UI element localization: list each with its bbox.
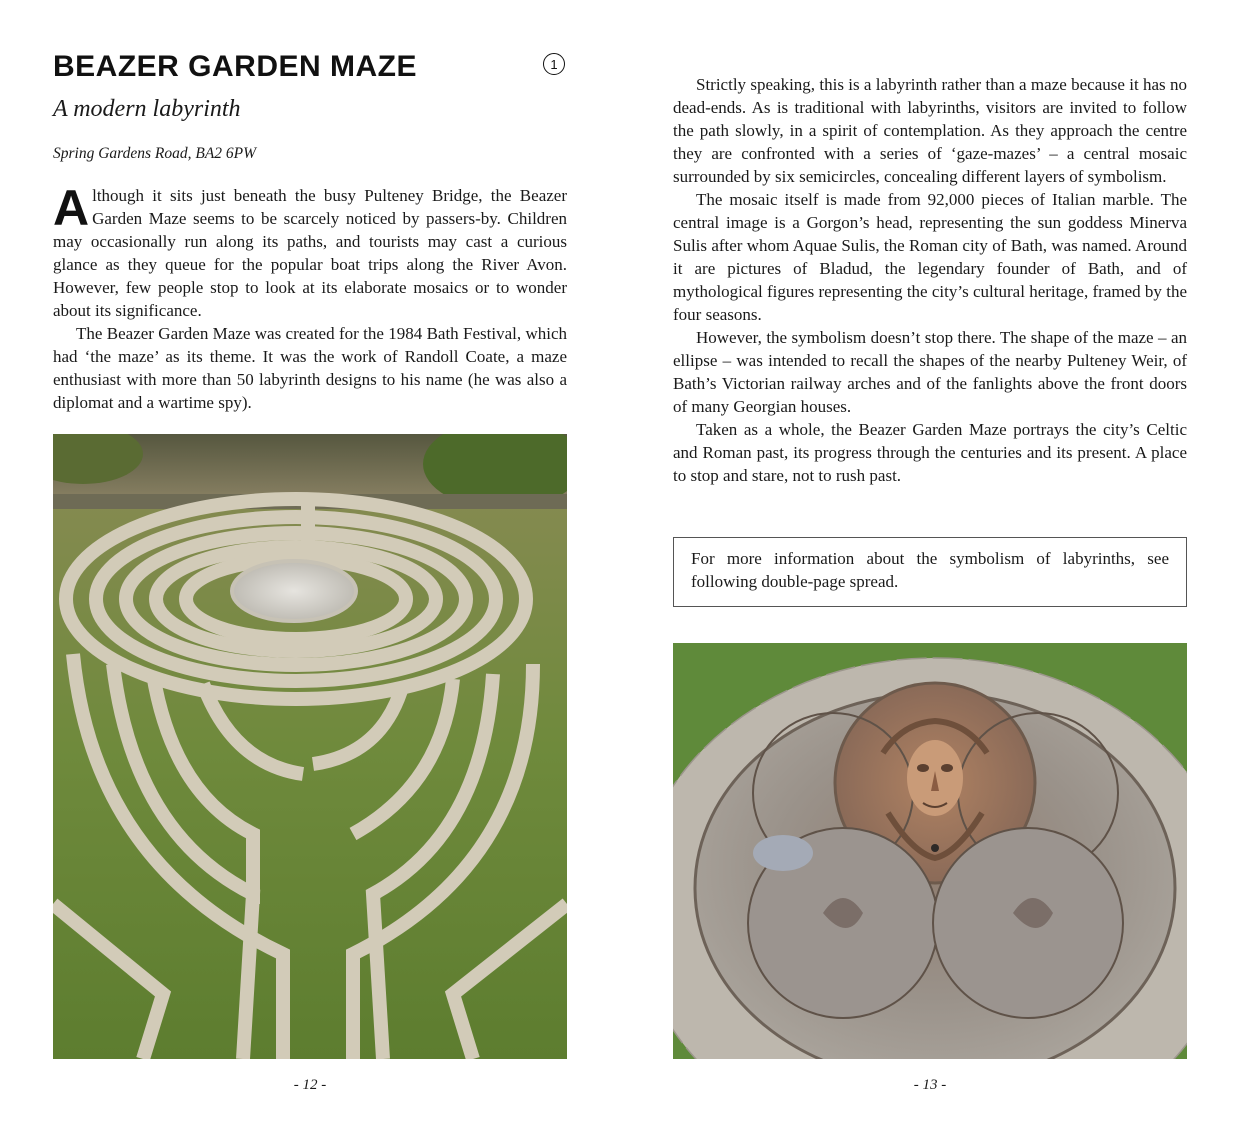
right-body-text: [673, 73, 1187, 487]
paragraph-2: The Beazer Garden Maze was created for the 1984 Bath Festival, which had ‘the maze’ as its theme. It was the work of Randoll Coate, a maze enthusiast with more than 50 labyrinth designs to his name (he was also a diplomat and a wartime spy).: [53, 324, 567, 412]
page-title: BEAZER GARDEN MAZE: [53, 50, 418, 83]
paragraph-1: [53, 180, 567, 322]
note-box: For more information about the symbolism of labyrinths, see following double-page spread.: [673, 537, 1187, 607]
paragraph-1-text: lthough it sits just beneath the busy Pulteney Bridge, the Beazer Garden Maze seems to be scarcely noticed by passers-by. Children may occasionally run along its paths, and tourists may cast a curious glance as they queue for the popular boat trips along the River Avon. However, few people stop to look at its elaborate mosaics or to wonder about its significance.: [53, 186, 567, 320]
right-paragraph-2: The mosaic itself is made from 92,000 pieces of Italian marble. The central image is a Gorgon’s head, representing the sun goddess Minerva Sulis after whom Aquae Sulis, the Roman city of Bath, was named. Around it are pictures of Bladud, the legendary founder of Bath, and of mythological figures representing the city’s cultural heritage, framed by the four seasons.: [673, 190, 1187, 324]
mosaic-photo: [673, 643, 1187, 1059]
left-body-text: [53, 180, 567, 414]
right-paragraph-3: However, the symbolism doesn’t stop there. The shape of the maze – an ellipse – was intended to recall the shapes of the nearby Pulteney Weir, of Bath’s Victorian railway arches and of the fanlights above the front doors of many Georgian houses.: [673, 328, 1187, 416]
right-paragraph-4: Taken as a whole, the Beazer Garden Maze portrays the city’s Celtic and Roman past, its progress through the centuries and its present. A place to stop and stare, not to rush past.: [673, 420, 1187, 485]
page-number-right: - 13 -: [913, 1077, 947, 1093]
right-paragraph-1: Strictly speaking, this is a labyrinth rather than a maze because it has no dead-ends. As is traditional with labyrinths, visitors are invited to follow the path slowly, in a spirit of contemplation. As they approach the centre they are confronted with a series of ‘gaze-mazes’ – a central mosaic surrounded by six semicircles, concealing different layers of symbolism.: [673, 75, 1187, 186]
page-number-left: - 12 -: [293, 1077, 327, 1093]
drop-cap: A: [53, 180, 90, 236]
page-subtitle: A modern labyrinth: [53, 96, 241, 122]
right-page: [620, 0, 1240, 1122]
maze-photo: [53, 434, 567, 1059]
address: Spring Gardens Road, BA2 6PW: [53, 145, 257, 162]
entry-number-badge: 1: [543, 53, 565, 75]
